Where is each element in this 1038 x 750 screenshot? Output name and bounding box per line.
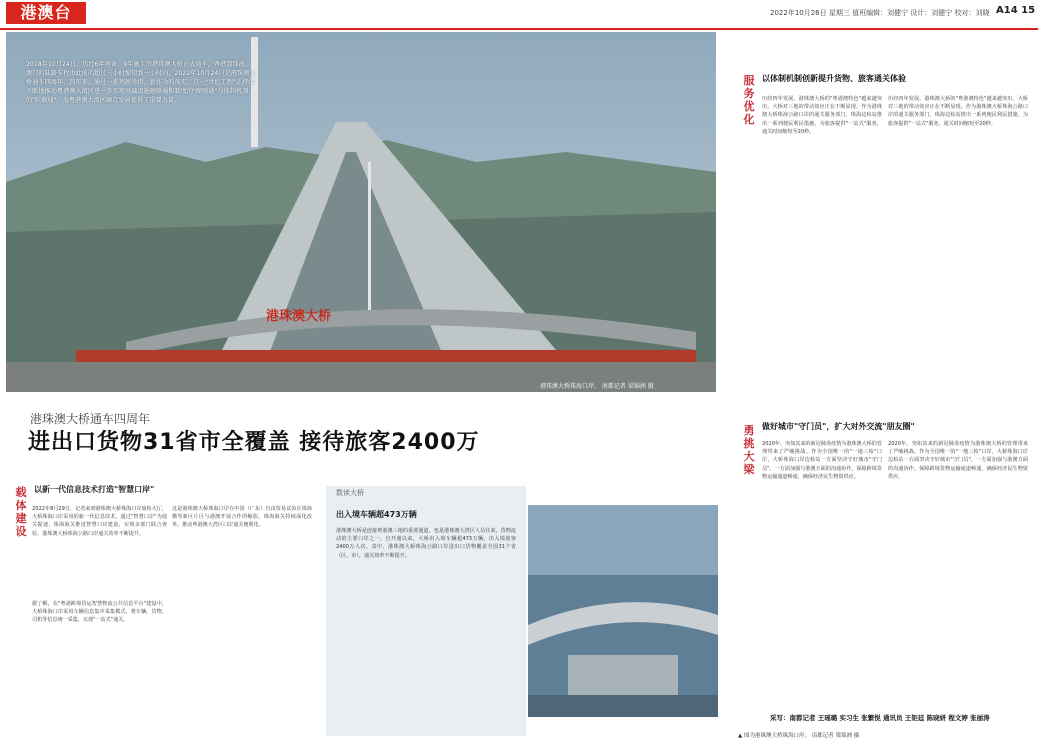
body-carrier-3: 据了解，在"粤港跨境货运智慧物流公共信息平台"建设中，大桥珠海口岸采用车辆信息集中采集模式，将车辆、货物、司机等信息统一采集，实现"一站式"通关。 xyxy=(32,601,167,624)
body-service-1: 历经四年发展，港珠澳大桥的"粤港澳特色"越来越突出，大桥对三地的带动效应正在不断显现。作为港珠澳大桥珠海公路口岸的通关服务部门，珠海边检站推出一系列便民利民措施，为旅客提供"一站式"服务，通关时间缩短至20秒。 xyxy=(762,96,882,135)
subhead-service: 以体制机制创新提升货物、旅客通关体验 xyxy=(762,74,906,83)
section-label-carrier: 载体建设 xyxy=(15,486,27,538)
body-carrier-1: 2022年8月29日，记者来到港珠澳大桥珠海口岸旅检大厅，大桥珠海口岸采用的新一代信息技术，通过"智慧口岸"为通关提速。珠海海关推进智慧口岸建设，实现多部门联合查验，港珠澳大桥珠海公路口岸通关效率不断提升。 xyxy=(32,506,167,537)
body-service-2: 历经四年发展，港珠澳大桥的"粤港澳特色"越来越突出，大桥对三地的带动效应正在不断显现。作为港珠澳大桥珠海公路口岸的通关服务部门，珠海边检站推出一系列便民利民措施，为旅客提供"一站式"服务，通关时间缩短至20秒。 xyxy=(888,96,1028,127)
masthead-rule xyxy=(0,28,1038,30)
kicker: 港珠澳大桥通车四周年 xyxy=(30,412,151,426)
bridge-sign-text: 港珠澳大桥 xyxy=(266,309,332,324)
dateline: 2022年10月26日 星期三 值班编辑：刘健宁 设计：刘健宁 校对：刘晓 xyxy=(770,9,990,17)
subhead-carrier: 以新一代信息技术打造"智慧口岸" xyxy=(34,485,155,494)
staff-credit: 采写：南都记者 王瑶璐 实习生 张繁悦 通讯员 王钜廷 陈晓妍 程文婷 张丽涛 xyxy=(770,714,990,722)
photo-caption-2: ▲ 图为港珠澳大桥珠海口岸。 南都记者 梁锦洲 摄 xyxy=(738,733,860,739)
page-number: A14 15 xyxy=(996,5,1036,16)
body-duty-2: 2020年，突如其来的新冠肺炎疫情为港珠澳大桥的管理带来了严峻挑战。作为全国唯一的"一地三检"口岸，大桥珠海口岸边检站一方面坚决守好城市"守门员"，一方面加强与港澳方面的沟通协作，保障跨境货物运输通道畅通，确保经济民生物资供应。 xyxy=(888,441,1028,480)
data-box-label: 数读大桥 xyxy=(336,489,364,497)
section-label-service: 服务优化 xyxy=(743,74,755,126)
body-carrier-2: 这是港珠澳大桥珠海口岸在中国（广东）自由贸易试验区珠海横琴新区片区与港澳开展合作的缩影。珠海海关持续深化改革，推动粤港澳大湾区口岸通关便利化。 xyxy=(172,506,312,529)
headline: 进出口货物31省市全覆盖 接待旅客2400万 xyxy=(28,430,480,455)
section-label-duty: 勇挑大梁 xyxy=(743,424,755,476)
data-box-title: 出入境车辆超473万辆 xyxy=(336,510,417,519)
body-duty-1: 2020年，突如其来的新冠肺炎疫情为港珠澳大桥的管理带来了严峻挑战。作为全国唯一的"一地三检"口岸，大桥珠海口岸边检站一方面坚决守好城市"守门员"，一方面加强与港澳方面的沟通协作，保障跨境货物运输通道畅通，确保经济民生物资供应。 xyxy=(762,441,882,480)
data-box xyxy=(326,486,526,736)
photo-credit: 港珠澳大桥珠海口岸。 南都记者 梁锦洲 摄 xyxy=(540,383,654,390)
data-box-body: 港珠澳大桥是连接粤港澳三地的重要通道，也是港珠澳大湾区人员往来、货物流动的主要口岸之一。自开通以来，大桥出入境车辆超473万辆，出入境旅客2400万人次。其中，港珠澳大桥珠海公路口岸进出口货物覆盖全国31个省（区、市），通关效率不断提升。 xyxy=(336,528,516,559)
subhead-duty: 做好城市"守门员"，扩大对外交流"朋友圈" xyxy=(762,422,915,431)
section-brand: 港澳台 xyxy=(6,2,86,24)
bridge-photo-2 xyxy=(528,505,718,717)
intro-text: 2018年10月24日，历经6年筹备、9年施工的港珠澳大桥正式通车，香港到珠海、澳门的陆路车程由此前的超过三小时缩短到一小时内。2022年10月24日是港珠澳大桥通车四周年，四年来，通过一系列新举措、新作为的落实，这一"世纪工程"正持续不断地推动粤港澳大湾区进一步实现基础设施硬联通和制度的"硬联通"与体制机制的"软联通"，为粤港澳大湾区融合发展提供了重要力量。 xyxy=(26,61,256,104)
